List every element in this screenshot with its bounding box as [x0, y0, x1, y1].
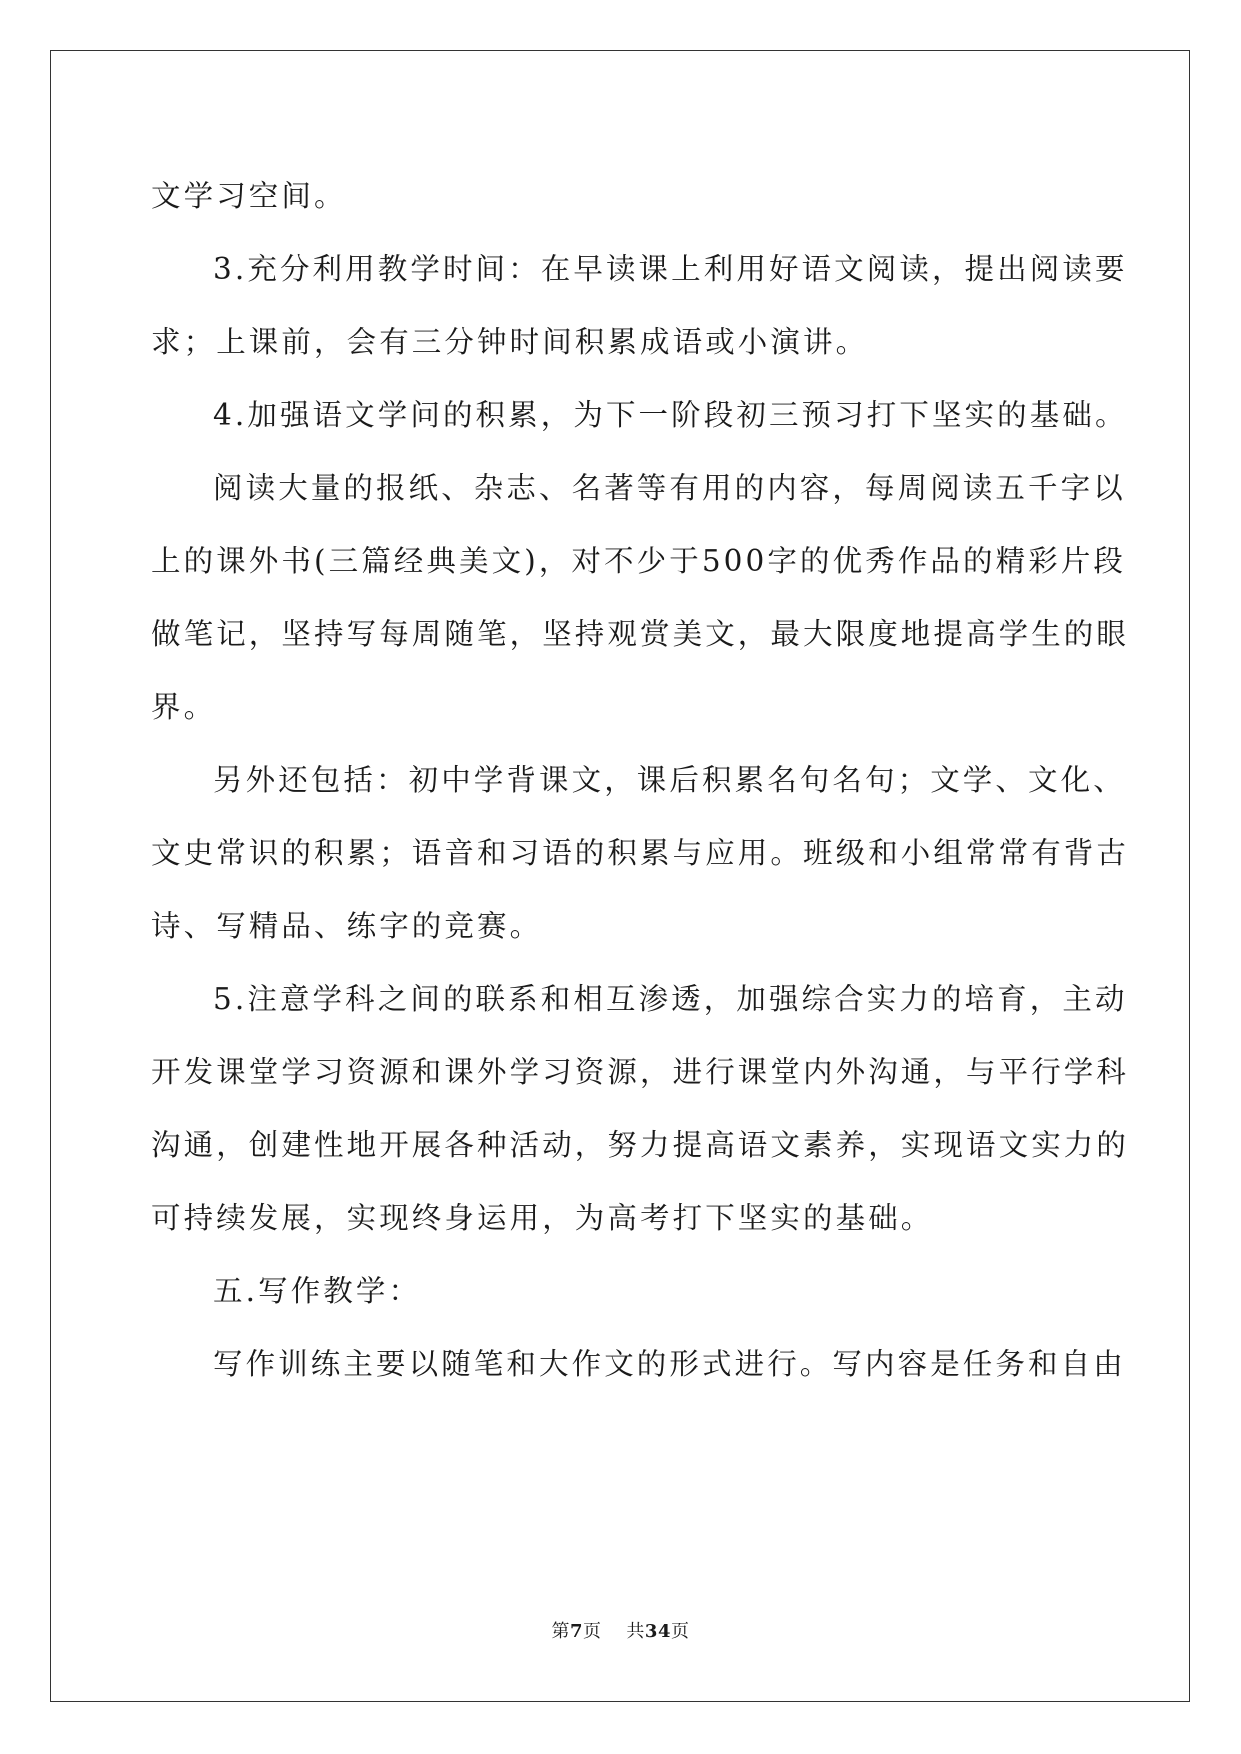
paragraph-additional — [151, 744, 1130, 963]
text-line: 文史常识的积累；语音和习语的积累与应用。班级和小组常常有背古 — [151, 836, 1130, 870]
text-line: 4.加强语文学问的积累，为下一阶段初三预习打下坚实的基础。 — [213, 398, 1128, 432]
paragraph-reading — [151, 452, 1130, 744]
page-footer — [0, 1617, 1241, 1643]
text-line: 界。 — [151, 690, 217, 724]
text-line: 上的课外书(三篇经典美文)，对不少于500字的优秀作品的精彩片段 — [151, 544, 1127, 578]
text-line: 文学习空间。 — [151, 179, 347, 213]
total-prefix: 共 — [626, 1621, 645, 1642]
text-line: 诗、写精品、练字的竞赛。 — [151, 909, 543, 943]
section-heading-writing — [151, 1255, 1088, 1328]
text-line: 5.注意学科之间的联系和相互渗透，加强综合实力的培育，主动 — [213, 982, 1128, 1016]
paragraph-item-3 — [151, 233, 1128, 379]
paragraph-continued — [151, 160, 1088, 233]
page-number: 7 — [570, 1621, 584, 1642]
text-line: 3.充分利用教学时间：在早读课上利用好语文阅读，提出阅读要 — [213, 252, 1128, 286]
text-line: 可持续发展，实现终身运用，为高考打下坚实的基础。 — [151, 1201, 934, 1235]
text-line: 五.写作教学： — [213, 1274, 422, 1308]
text-line: 另外还包括：初中学背课文，课后积累名句名句；文学、文化、 — [213, 763, 1126, 797]
page-suffix: 页 — [583, 1621, 602, 1642]
paragraph-item-4 — [151, 379, 1128, 452]
text-line: 开发课堂学习资源和课外学习资源，进行课堂内外沟通，与平行学科 — [151, 1055, 1130, 1089]
paragraph-item-5 — [151, 963, 1130, 1255]
text-line: 阅读大量的报纸、杂志、名著等有用的内容，每周阅读五千字以 — [213, 471, 1126, 505]
paragraph-writing — [151, 1328, 1126, 1401]
page-prefix: 第 — [551, 1621, 570, 1642]
text-line: 写作训练主要以随笔和大作文的形式进行。写内容是任务和自由 — [213, 1347, 1126, 1381]
total-suffix: 页 — [670, 1621, 690, 1642]
text-line: 做笔记，坚持写每周随笔，坚持观赏美文，最大限度地提高学生的眼 — [151, 617, 1130, 651]
document-body — [151, 160, 1130, 1401]
text-line: 求；上课前，会有三分钟时间积累成语或小演讲。 — [151, 325, 869, 359]
text-line: 沟通，创建性地开展各种活动，努力提高语文素养，实现语文实力的 — [151, 1128, 1130, 1162]
page-total: 34 — [644, 1621, 671, 1642]
